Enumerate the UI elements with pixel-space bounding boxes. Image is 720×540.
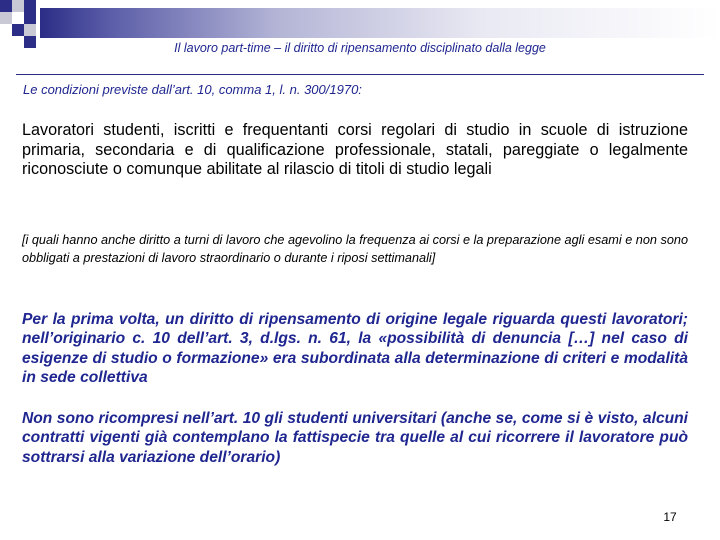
paragraph-university: Non sono ricompresi nell’art. 10 gli studenti universitari (anche se, come si è visto, alcuni contratti vigenti già contemplano la fattispecie tra quelle al cui ricorrere il lavoratore può sottrarsi alla variazione dell’orario): [22, 410, 688, 466]
paragraph-first-time: Per la prima volta, un diritto di ripensamento di origine legale riguarda questi lavoratori; nell’originario c. 10 dell’art. 3, d.lgs. n. 61, la «possibilità di denuncia […] nel caso di esigenze di studio o formazione» era subordinata alla determinazione di criteri e modalità in sede collettiva: [22, 311, 688, 386]
paragraph-rights-note: [i quali hanno anche diritto a turni di lavoro che agevolino la frequenza ai corsi e la preparazione agli esami e non sono obbligati a prestazioni di lavoro straordinario o durante i riposi settimanali]: [22, 233, 688, 265]
slide-subtitle: Le condizioni previste dall’art. 10, comma 1, l. n. 300/1970:: [23, 82, 362, 97]
slide-title: Il lavoro part-time – il diritto di ripensamento disciplinato dalla legge: [174, 41, 546, 55]
title-divider: [16, 74, 704, 75]
deco-square: [0, 12, 12, 24]
deco-square: [24, 24, 36, 36]
deco-square: [12, 0, 24, 12]
header-gradient-bar: [40, 8, 720, 38]
deco-square: [24, 0, 36, 12]
paragraph-conditions: Lavoratori studenti, iscritti e frequentanti corsi regolari di studio in scuole di istruzione primaria, secondaria e di qualificazione professionale, statali, pareggiate o legalmente riconosciute o comunque abilitate al rilascio di titoli di studio legali: [22, 121, 688, 178]
page-number: 17: [663, 510, 677, 524]
deco-square: [0, 0, 12, 12]
deco-square: [24, 12, 36, 24]
deco-square: [12, 24, 24, 36]
deco-square: [12, 12, 24, 24]
